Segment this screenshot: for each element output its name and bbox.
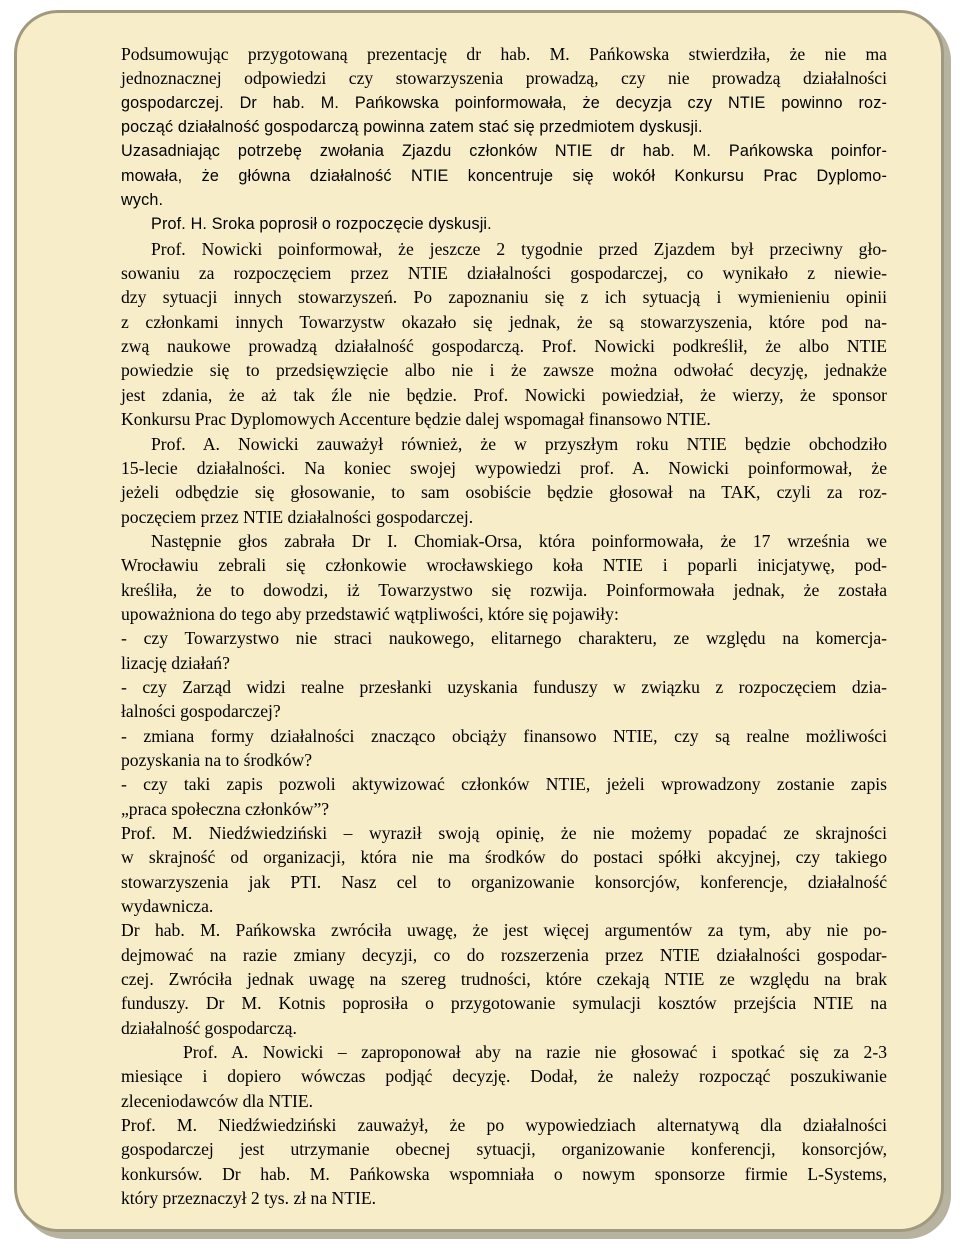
text-line: Prof. H. Sroka poprosił o rozpoczęcie dyskusji. — [151, 215, 492, 234]
text-line: pozyskania na to środków? — [121, 749, 313, 770]
text-line: który przeznaczył 2 tys. zł na NTIE. — [121, 1188, 377, 1209]
text-line: Dr hab. M. Pańkowska zwróciła uwagę, że jest więcej argumentów za tym, aby nie po- — [121, 920, 887, 941]
text-line: lizację działań? — [121, 652, 230, 673]
text-line: jednoznacznej odpowiedzi czy stowarzyszenia prowadzą, czy nie prowadzą działalności — [121, 68, 887, 89]
text-line: - czy Zarząd widzi realne przesłanki uzyskania funduszy w związku z rozpoczęciem dzia- — [121, 676, 887, 697]
text-line: konkursów. Dr hab. M. Pańkowska wspomniała o nowym sponsorze firmie L-Systems, — [121, 1163, 887, 1184]
text-line: Prof. M. Niedźwiedziński – wyraził swoją opinię, że nie możemy popadać ze skrajności — [121, 823, 887, 843]
text-line: z członkami innych Towarzystw okazało się jednak, że są stowarzyszenia, które pod na- — [121, 311, 887, 332]
text-line: Podsumowując przygotowaną prezentację dr hab. M. Pańkowska stwierdziła, że nie ma — [121, 44, 887, 64]
text-line: Prof. A. Nowicki – zaproponował aby na razie nie głosować i spotkać się za 2-3 — [183, 1042, 887, 1063]
text-line: sowaniu za rozpoczęciem przez NTIE działalności gospodarczej, co wynikało z niewie- — [121, 263, 887, 284]
text-line: Prof. A. Nowicki zauważył również, że w przyszłym roku NTIE będzie obchodziło — [151, 433, 887, 454]
text-line: Następnie głos zabrała Dr I. Chomiak-Orsa, która poinformowała, że 17 września we — [151, 530, 887, 551]
text-line: wydawnicza. — [121, 896, 214, 917]
text-line: wych. — [121, 191, 164, 210]
text-line: dzy sytuacji innych stowarzyszeń. Po zapoznaniu się z ich sytuacją i wymienieniu opinii — [121, 287, 887, 308]
text-line: Prof. M. Niedźwiedziński zauważył, że po wypowiedziach alternatywą dla działalności — [121, 1115, 887, 1136]
text-line: dejmować na razie zmiany decyzji, co do rozszerzenia przez NTIE działalności gospodar- — [121, 944, 887, 965]
text-line: 15-lecie działalności. Na koniec swojej wypowiedzi prof. A. Nowicki poinformował, że — [121, 457, 887, 478]
text-line: zwą naukowe prowadzą działalność gospodarczą. Prof. Nowicki podkreślił, że albo NTIE — [121, 336, 887, 357]
text-line: Konkursu Prac Dyplomowych Accenture będzie dalej wspomagał finansowo NTIE. — [121, 409, 711, 430]
text-line: stowarzyszenia jak PTI. Nasz cel to organizowanie konsorcjów, konferencje, działalność — [121, 871, 887, 892]
text-line: - zmiana formy działalności znacząco obciąży finansowo NTIE, czy są realne możliwości — [121, 725, 887, 746]
text-line: poczęciem przez NTIE działalności gospodarczej. — [121, 506, 474, 527]
text-line: Wrocławiu zebrali się członkowie wrocławskiego koła NTIE i poparli inicjatywę, pod- — [121, 555, 887, 576]
text-line: działalność gospodarczą. — [121, 1017, 297, 1038]
text-line: w skrajność od organizacji, która nie ma środków do postaci spółki akcyjnej, czy takiego — [121, 847, 887, 868]
text-line: jest zdania, że aż tak źle nie będzie. Prof. Nowicki powiedział, że wierzy, że sponsor — [121, 384, 887, 405]
text-line: mowała, że główna działalność NTIE koncentruje się wokół Konkursu Prac Dyplomo- — [121, 166, 887, 185]
text-line: funduszy. Dr M. Kotnis poprosiła o przygotowanie symulacji kosztów przejścia NTIE na — [121, 993, 887, 1014]
text-line: gospodarczej. Dr hab. M. Pańkowska poinformowała, że decyzja czy NTIE powinno roz- — [121, 93, 887, 112]
text-line: kreśliła, że to dowodzi, iż Towarzystwo się rozwija. Poinformowała jednak, że została — [121, 579, 887, 600]
text-line: czej. Zwróciła jednak uwagę na szereg trudności, które czekają NTIE ze względu na brak — [121, 969, 887, 990]
text-line: miesiące i dopiero wówczas podjąć decyzję. Dodał, że należy rozpocząć poszukiwanie — [121, 1066, 887, 1087]
page-card — [14, 10, 944, 1232]
text-line: Prof. Nowicki poinformował, że jeszcze 2 tygodnie przed Zjazdem był przeciwny gło- — [151, 238, 887, 259]
text-line: - czy Towarzystwo nie straci naukowego, elitarnego charakteru, ze względu na komercja- — [121, 628, 887, 649]
text-line: jeżeli odbędzie się głosowanie, to sam osobiście będzie głosował na TAK, czyli za roz- — [121, 482, 887, 503]
text-line: - czy taki zapis pozwoli aktywizować członków NTIE, jeżeli wprowadzony zostanie zapis — [121, 774, 887, 795]
text-line: zleceniodawców dla NTIE. — [121, 1090, 313, 1111]
text-line: łalności gospodarczej? — [121, 701, 281, 722]
text-line: Uzasadniając potrzebę zwołania Zjazdu członków NTIE dr hab. M. Pańkowska poinfor- — [121, 142, 887, 161]
text-line: „praca społeczna członków”? — [121, 798, 330, 819]
text-line: upoważniona do tego aby przedstawić wątpliwości, które się pojawiły: — [121, 603, 619, 624]
document-body — [121, 42, 887, 1211]
text-line: począć działalność gospodarczą powinna zatem stać się przedmiotem dyskusji. — [121, 118, 703, 137]
text-line: powiedzie się to przedsięwzięcie albo nie i że zawsze można odwołać decyzję, jednakże — [121, 360, 887, 381]
text-line: gospodarczej jest utrzymanie obecnej sytuacji, organizowanie konferencji, konsorcjów, — [121, 1139, 887, 1160]
